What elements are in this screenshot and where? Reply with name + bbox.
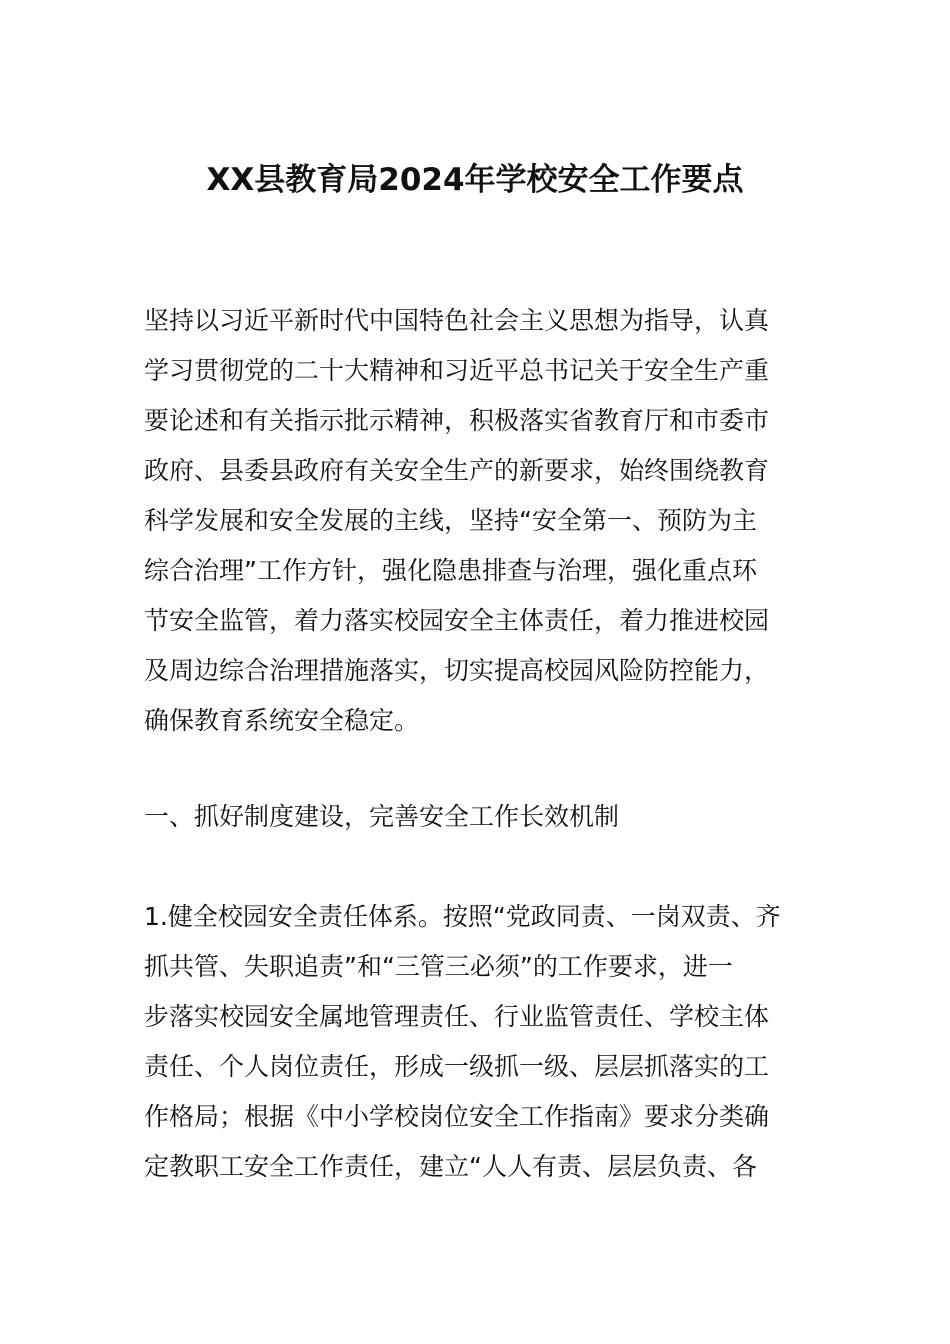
intro-line: 节安全监管，着力落实校园安全主体责任，着力推进校园 xyxy=(144,606,770,635)
intro-line: 及周边综合治理措施落实，切实提高校园风险防控能力， xyxy=(144,656,770,685)
item-paragraph xyxy=(144,892,812,1192)
item-line: 步落实校园安全属地管理责任、行业监管责任、学校主体 xyxy=(144,1002,770,1031)
document-title: XX县教育局2024年学校安全工作要点 xyxy=(206,162,744,198)
intro-line: 政府、县委县政府有关安全生产的新要求，始终围绕教育 xyxy=(144,456,770,485)
item-line: 作格局；根据《中小学校岗位安全工作指南》要求分类确 xyxy=(144,1102,770,1131)
intro-line: 确保教育系统安全稳定。 xyxy=(144,706,420,735)
section-heading-text: 一、抓好制度建设，完善安全工作长效机制 xyxy=(144,802,620,831)
intro-line: 坚持以习近平新时代中国特色社会主义思想为指导，认真 xyxy=(144,306,770,335)
intro-line: 科学发展和安全发展的主线，坚持“安全第一、预防为主 xyxy=(144,506,757,535)
section-heading xyxy=(144,792,812,842)
item-line: 定教职工安全工作责任，建立“人人有责、层层负责、各 xyxy=(144,1152,757,1181)
item-line: 责任、个人岗位责任，形成一级抓一级、层层抓落实的工 xyxy=(144,1052,770,1081)
intro-line: 综合治理”工作方针，强化隐患排查与治理，强化重点环 xyxy=(144,556,757,585)
item-line: 抓共管、失职追责”和“三管三必须”的工作要求，进一 xyxy=(144,952,733,981)
intro-paragraph xyxy=(144,296,812,746)
intro-line: 要论述和有关指示批示精神，积极落实省教育厅和市委市 xyxy=(144,406,770,435)
intro-line: 学习贯彻党的二十大精神和习近平总书记关于安全生产重 xyxy=(144,356,770,385)
item-line: 1.健全校园安全责任体系。按照“党政同责、一岗双责、齐 xyxy=(144,902,781,931)
